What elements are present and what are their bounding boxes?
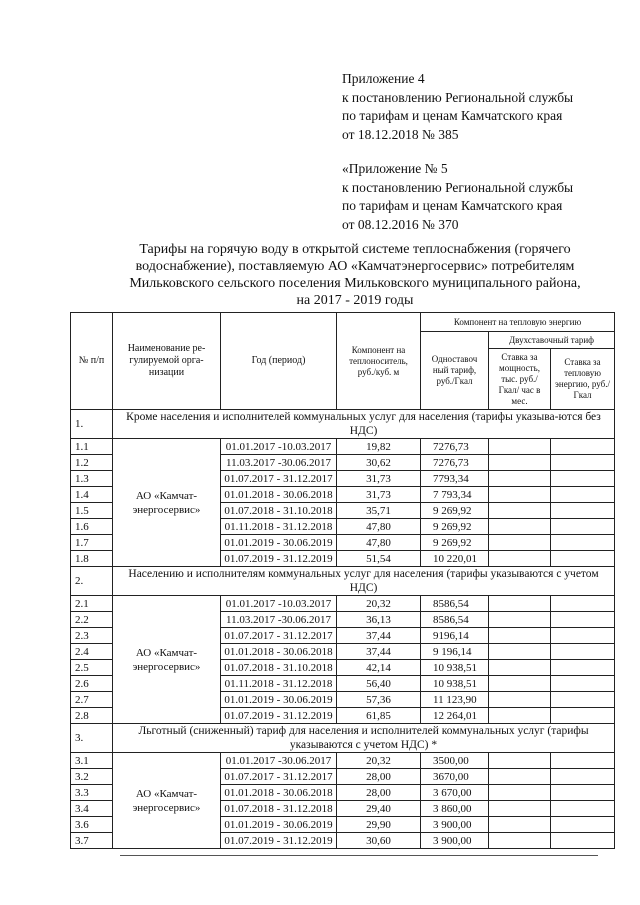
energy-rate-cell [551,692,615,708]
carrier-component-cell: 28,00 [337,769,421,785]
energy-rate-cell [551,535,615,551]
period-cell: 01.11.2018 - 31.12.2018 [221,676,337,692]
title-line: Тарифы на горячую воду в открытой системе теплоснабжения (горячего [139,242,571,257]
one-part-tariff-cell: 3 900,00 [421,817,489,833]
period-cell: 01.07.2017 - 31.12.2017 [221,471,337,487]
period-cell: 01.01.2017 -10.03.2017 [221,596,337,612]
one-part-tariff-cell: 3500,00 [421,753,489,769]
period-cell: 01.01.2017 -30.06.2017 [221,753,337,769]
header-period: Год (период) [221,313,337,410]
appendix-header [342,70,573,144]
row-number: 1.7 [71,535,113,551]
row-number: 2.8 [71,708,113,724]
section-row [71,567,615,596]
power-rate-cell [489,596,551,612]
carrier-component-cell: 37,44 [337,628,421,644]
energy-rate-cell [551,487,615,503]
one-part-tariff-cell: 12 264,01 [421,708,489,724]
appendix-line: от 18.12.2018 № 385 [342,126,459,142]
carrier-component-cell: 37,44 [337,644,421,660]
period-cell: 01.07.2019 - 31.12.2019 [221,551,337,567]
period-cell: 01.01.2019 - 30.06.2019 [221,692,337,708]
energy-rate-cell [551,596,615,612]
one-part-tariff-cell: 7 793,34 [421,487,489,503]
table-row [71,596,615,612]
one-part-tariff-cell: 3670,00 [421,769,489,785]
period-cell: 01.07.2018 - 31.10.2018 [221,503,337,519]
appendix-line: Приложение 4 [342,71,425,86]
energy-rate-cell [551,833,615,849]
carrier-component-cell: 35,71 [337,503,421,519]
carrier-component-cell: 42,14 [337,660,421,676]
power-rate-cell [489,769,551,785]
row-number: 2.7 [71,692,113,708]
row-number: 3.7 [71,833,113,849]
section-number: 3. [71,724,113,753]
tariff-table [70,312,615,849]
carrier-component-cell: 61,85 [337,708,421,724]
period-cell: 01.07.2018 - 31.12.2018 [221,801,337,817]
row-number: 1.5 [71,503,113,519]
period-cell: 01.01.2019 - 30.06.2019 [221,817,337,833]
row-number: 1.3 [71,471,113,487]
power-rate-cell [489,708,551,724]
header-power-rate: Ставка за мощность, тыс. руб./Гкал/ час в мес. [489,349,551,410]
carrier-component-cell: 28,00 [337,785,421,801]
period-cell: 01.07.2017 - 31.12.2017 [221,628,337,644]
one-part-tariff-cell: 7793,34 [421,471,489,487]
period-cell: 11.03.2017 -30.06.2017 [221,612,337,628]
row-number: 1.1 [71,439,113,455]
power-rate-cell [489,660,551,676]
header-one-part: Одноставоч ный тариф, руб./Гкал [421,332,489,410]
period-cell: 01.07.2019 - 31.12.2019 [221,833,337,849]
row-number: 2.6 [71,676,113,692]
section-title: Льготный (сниженный) тариф для населения и исполнителей коммунальных услуг (тарифы указываются с учетом НДС) * [113,724,615,753]
row-number: 2.2 [71,612,113,628]
energy-rate-cell [551,628,615,644]
period-cell: 01.01.2018 - 30.06.2018 [221,487,337,503]
row-number: 1.2 [71,455,113,471]
header-thermal: Компонент на тепловую энергию [421,313,615,332]
section-row [71,410,615,439]
one-part-tariff-cell: 7276,73 [421,439,489,455]
carrier-component-cell: 30,62 [337,455,421,471]
row-number: 1.8 [71,551,113,567]
power-rate-cell [489,628,551,644]
row-number: 3.4 [71,801,113,817]
period-cell: 01.01.2019 - 30.06.2019 [221,535,337,551]
carrier-component-cell: 51,54 [337,551,421,567]
appendix-line: по тарифам и ценам Камчатского края [342,108,563,123]
row-number: 3.3 [71,785,113,801]
one-part-tariff-cell: 9 269,92 [421,503,489,519]
row-number: 2.5 [71,660,113,676]
one-part-tariff-cell: 9 269,92 [421,535,489,551]
appendix-line: «Приложение № 5 [342,161,448,176]
one-part-tariff-cell: 8586,54 [421,596,489,612]
one-part-tariff-cell: 7276,73 [421,455,489,471]
header-two-part: Двухставочный тариф [489,332,615,349]
carrier-component-cell: 29,40 [337,801,421,817]
title-line: на 2017 - 2019 годы [296,293,414,308]
carrier-component-cell: 20,32 [337,596,421,612]
period-cell: 01.07.2018 - 31.10.2018 [221,660,337,676]
one-part-tariff-cell: 8586,54 [421,612,489,628]
power-rate-cell [489,676,551,692]
one-part-tariff-cell: 3 900,00 [421,833,489,849]
energy-rate-cell [551,817,615,833]
energy-rate-cell [551,519,615,535]
one-part-tariff-cell: 10 220,01 [421,551,489,567]
one-part-tariff-cell: 10 938,51 [421,660,489,676]
power-rate-cell [489,535,551,551]
period-cell: 01.11.2018 - 31.12.2018 [221,519,337,535]
energy-rate-cell [551,676,615,692]
section-number: 2. [71,567,113,596]
section-number: 1. [71,410,113,439]
power-rate-cell [489,644,551,660]
carrier-component-cell: 31,73 [337,471,421,487]
period-cell: 01.01.2018 - 30.06.2018 [221,785,337,801]
organization-name: АО «Камчат-энергосервис» [113,753,221,849]
energy-rate-cell [551,612,615,628]
row-number: 2.4 [71,644,113,660]
period-cell: 01.01.2017 -10.03.2017 [221,439,337,455]
organization-name: АО «Камчат-энергосервис» [113,596,221,724]
header-carrier: Компонент на теплоноситель, руб./куб. м [337,313,421,410]
power-rate-cell [489,487,551,503]
one-part-tariff-cell: 3 670,00 [421,785,489,801]
table-header-row [71,313,615,332]
one-part-tariff-cell: 10 938,51 [421,676,489,692]
period-cell: 01.01.2018 - 30.06.2018 [221,644,337,660]
power-rate-cell [489,519,551,535]
power-rate-cell [489,471,551,487]
carrier-component-cell: 36,13 [337,612,421,628]
carrier-component-cell: 20,32 [337,753,421,769]
header-energy-rate: Ставка за тепловую энергию, руб./Гкал [551,349,615,410]
energy-rate-cell [551,660,615,676]
energy-rate-cell [551,503,615,519]
carrier-component-cell: 19,82 [337,439,421,455]
document-title [95,241,615,309]
energy-rate-cell [551,801,615,817]
power-rate-cell [489,455,551,471]
power-rate-cell [489,439,551,455]
table-row [71,439,615,455]
power-rate-cell [489,833,551,849]
row-number: 3.6 [71,817,113,833]
one-part-tariff-cell: 9196,14 [421,628,489,644]
energy-rate-cell [551,753,615,769]
one-part-tariff-cell: 9 196,14 [421,644,489,660]
row-number: 3.2 [71,769,113,785]
organization-name: АО «Камчат-энергосервис» [113,439,221,567]
power-rate-cell [489,785,551,801]
power-rate-cell [489,692,551,708]
table-row [71,753,615,769]
title-line: водоснабжение), поставляемую АО «Камчатэнергосервис» потребителям [135,259,575,274]
title-line: Мильковского сельского поселения Мильковского муниципального района, [129,276,581,291]
appendix-line: к постановлению Региональной службы [342,179,574,195]
one-part-tariff-cell: 11 123,90 [421,692,489,708]
appendix-line: к постановлению Региональной службы [342,89,574,105]
carrier-component-cell: 57,36 [337,692,421,708]
previous-appendix-header [342,160,573,234]
header-num: № п/п [71,313,113,410]
carrier-component-cell: 30,60 [337,833,421,849]
row-number: 1.4 [71,487,113,503]
period-cell: 01.07.2017 - 31.12.2017 [221,769,337,785]
period-cell: 01.07.2019 - 31.12.2019 [221,708,337,724]
carrier-component-cell: 31,73 [337,487,421,503]
row-number: 1.6 [71,519,113,535]
power-rate-cell [489,612,551,628]
carrier-component-cell: 29,90 [337,817,421,833]
row-number: 2.3 [71,628,113,644]
energy-rate-cell [551,769,615,785]
power-rate-cell [489,817,551,833]
energy-rate-cell [551,455,615,471]
power-rate-cell [489,753,551,769]
energy-rate-cell [551,551,615,567]
power-rate-cell [489,801,551,817]
section-title: Населению и исполнителям коммунальных услуг для населения (тарифы указываются с учетом НДС) [113,567,615,596]
row-number: 3.1 [71,753,113,769]
energy-rate-cell [551,439,615,455]
appendix-line: по тарифам и ценам Камчатского края [342,198,563,213]
carrier-component-cell: 56,40 [337,676,421,692]
one-part-tariff-cell: 3 860,00 [421,801,489,817]
power-rate-cell [489,551,551,567]
power-rate-cell [489,503,551,519]
period-cell: 11.03.2017 -30.06.2017 [221,455,337,471]
energy-rate-cell [551,471,615,487]
section-row [71,724,615,753]
energy-rate-cell [551,644,615,660]
carrier-component-cell: 47,80 [337,519,421,535]
carrier-component-cell: 47,80 [337,535,421,551]
section-title: Кроме населения и исполнителей коммунальных услуг для населения (тарифы указыва-ются без НДС) [113,410,615,439]
appendix-line: от 08.12.2016 № 370 [342,216,459,232]
energy-rate-cell [551,785,615,801]
footer-divider [120,855,598,856]
row-number: 2.1 [71,596,113,612]
energy-rate-cell [551,708,615,724]
one-part-tariff-cell: 9 269,92 [421,519,489,535]
header-org: Наименование ре-гулируемой орга-низации [113,313,221,410]
